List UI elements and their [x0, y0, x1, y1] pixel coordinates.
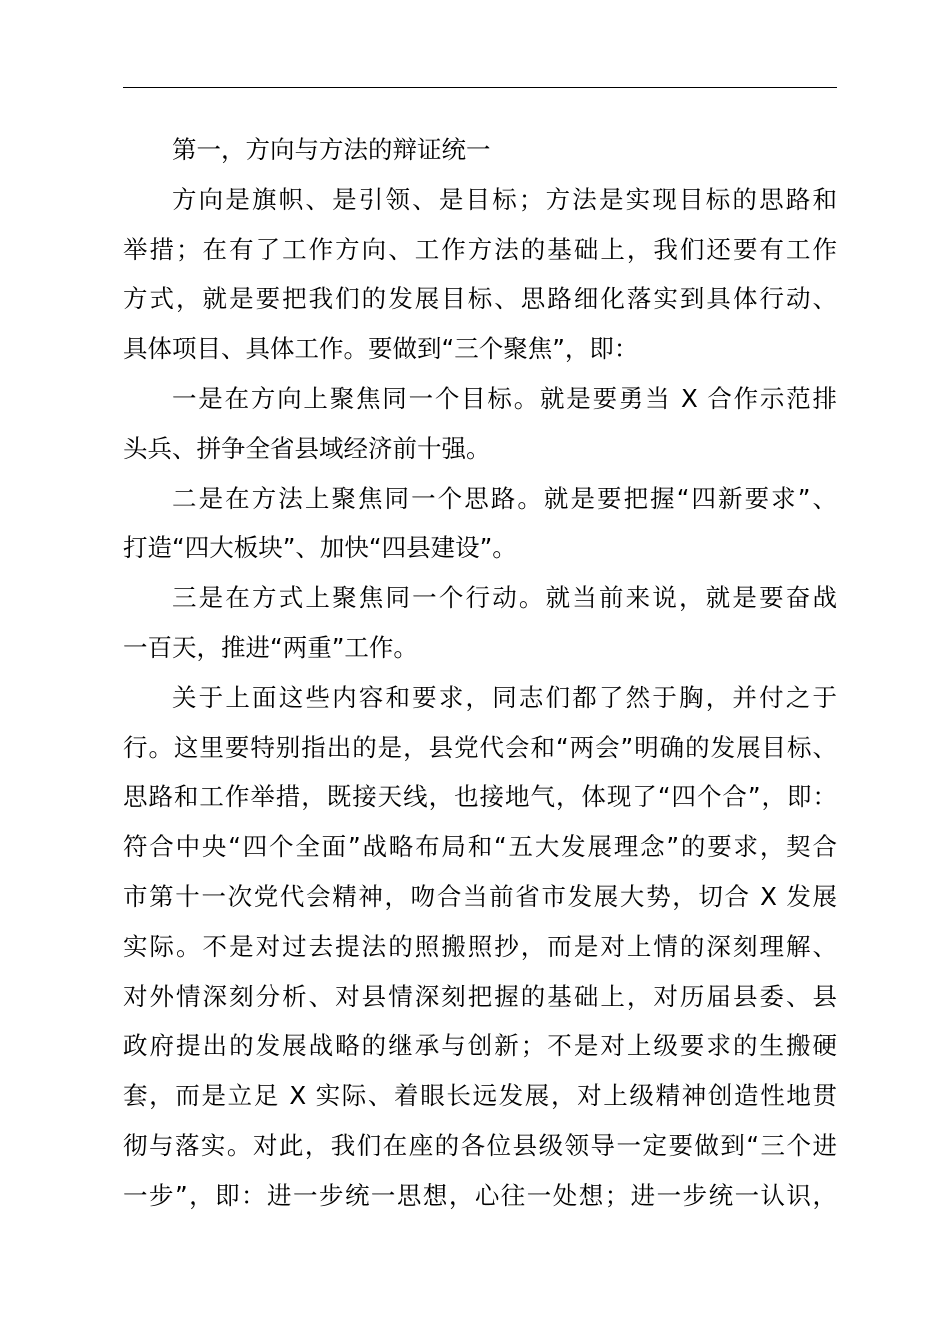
header-rule: [123, 87, 837, 88]
paragraph-line: 市第十一次党代会精神，吻合当前省市发展大势，切合 X 发展: [123, 881, 837, 911]
paragraph-line: 一是在方向上聚焦同一个目标。就是要勇当 X 合作示范排: [172, 383, 837, 413]
section-heading: 第一，方向与方法的辩证统一: [172, 135, 491, 164]
paragraph-line: 具体项目、具体工作。要做到“三个聚焦”，即：: [123, 334, 639, 364]
paragraph-line: 符合中央“四个全面”战略布局和“五大发展理念”的要求，契合: [123, 832, 837, 862]
paragraph-requirements: [123, 673, 837, 1221]
paragraph-line: 方向是旗帜、是引领、是目标；方法是实现目标的思路和: [172, 184, 837, 214]
paragraph-line: 举措；在有了工作方向、工作方法的基础上，我们还要有工作: [123, 234, 837, 264]
paragraph-line: 彻与落实。对此，我们在座的各位县级领导一定要做到“三个进: [123, 1130, 837, 1160]
paragraph-direction: [123, 175, 837, 374]
paragraph-line: 思路和工作举措，既接天线，也接地气，体现了“四个合”，即：: [123, 782, 837, 812]
document-body: [123, 125, 837, 1221]
paragraph-line: 政府提出的发展战略的继承与创新；不是对上级要求的生搬硬: [123, 1031, 837, 1061]
paragraph-line: 三是在方式上聚焦同一个行动。就当前来说，就是要奋战: [172, 583, 837, 613]
paragraph-line: 头兵、拼争全省县域经济前十强。: [123, 433, 491, 463]
paragraph-line: 行。这里要特别指出的是，县党代会和“两会”明确的发展目标、: [123, 732, 837, 762]
paragraph-line: 一步”，即：进一步统一思想，心往一处想；进一步统一认识，: [123, 1180, 837, 1210]
paragraph-line: 关于上面这些内容和要求，同志们都了然于胸，并付之于: [172, 682, 837, 712]
paragraph-line: 方式，就是要把我们的发展目标、思路细化落实到具体行动、: [123, 284, 837, 314]
paragraph-focus-goal: [123, 374, 837, 474]
paragraph-line: 套，而是立足 X 实际、着眼长远发展，对上级精神创造性地贯: [123, 1081, 837, 1111]
paragraph-line: 二是在方法上聚焦同一个思路。就是要把握“四新要求”、: [172, 483, 837, 513]
paragraph-line: 实际。不是对过去提法的照搬照抄，而是对上情的深刻理解、: [123, 931, 837, 961]
paragraph-focus-action: [123, 573, 837, 673]
paragraph-line: 一百天，推进“两重”工作。: [123, 632, 418, 662]
paragraph-focus-approach: [123, 474, 837, 574]
paragraph-line: 打造“四大板块”、加快“四县建设”。: [123, 533, 517, 563]
paragraph-line: 对外情深刻分析、对县情深刻把握的基础上，对历届县委、县: [123, 981, 837, 1011]
